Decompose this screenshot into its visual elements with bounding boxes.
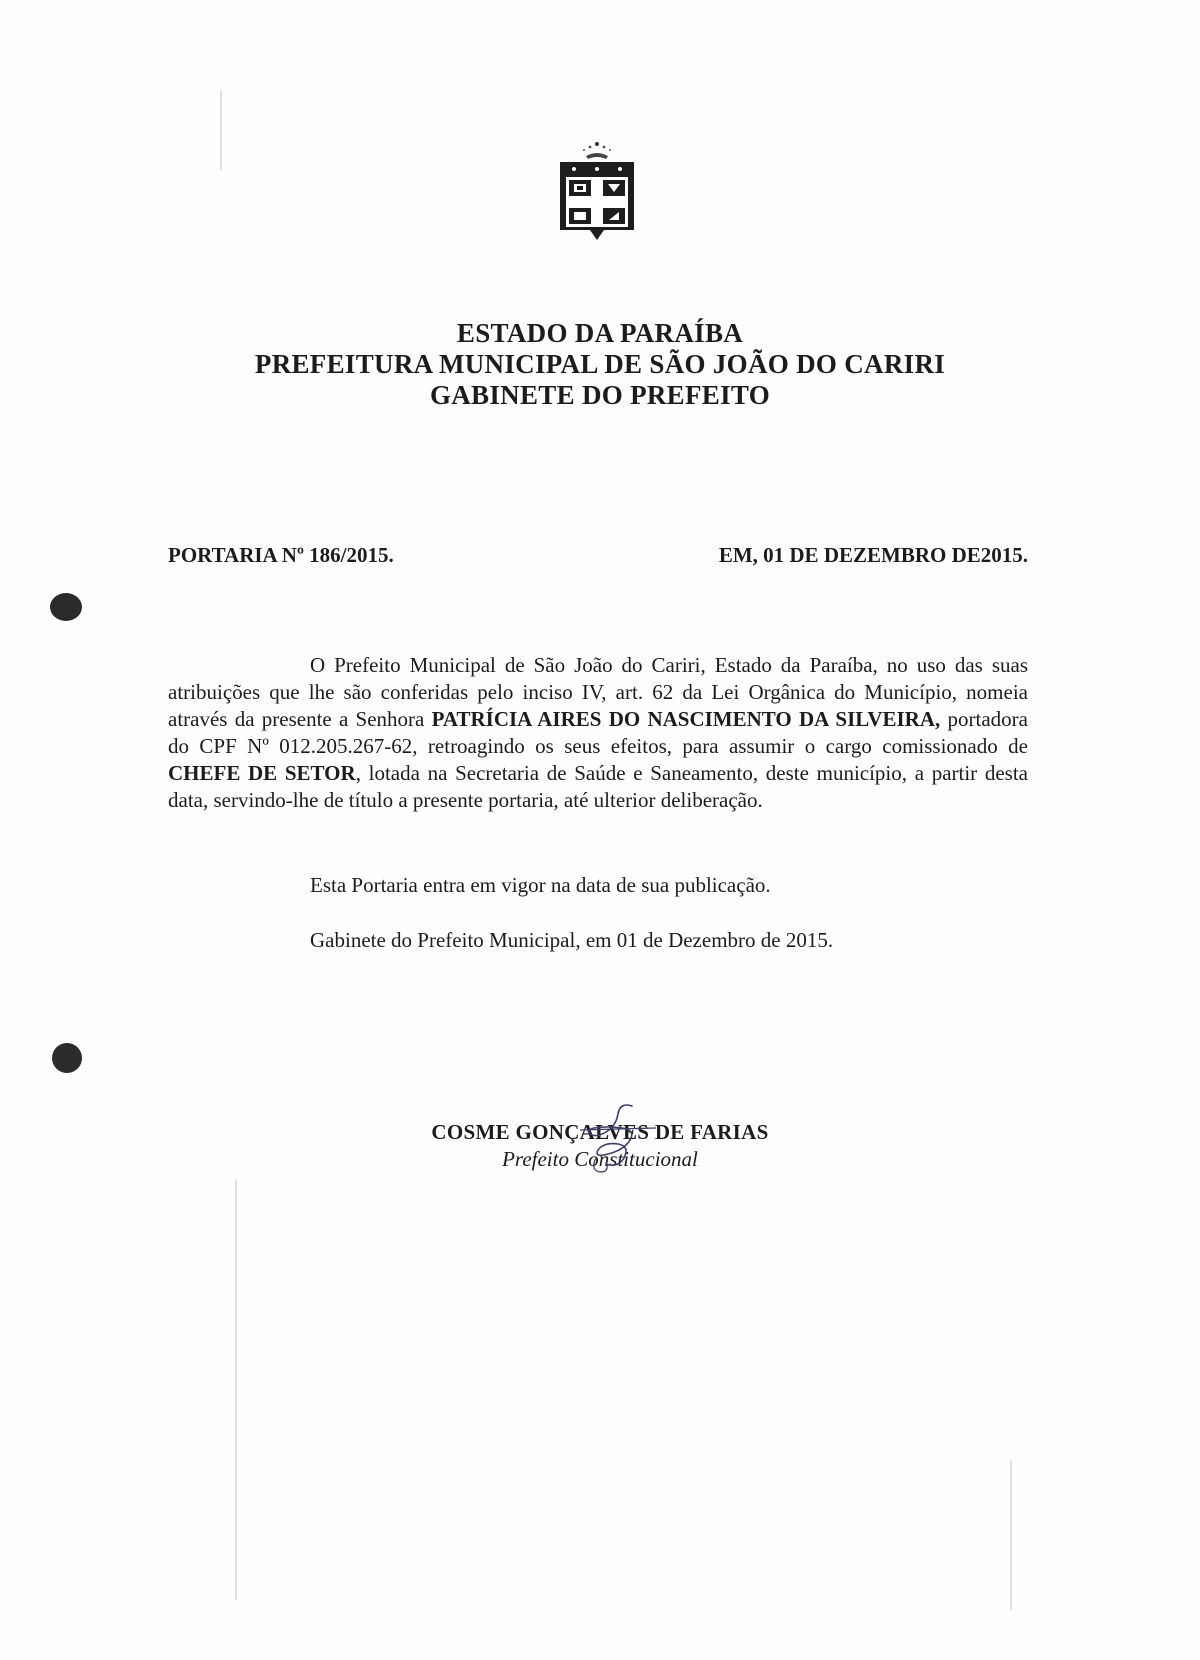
handwritten-signature [560,1098,670,1188]
header-state: ESTADO DA PARAÍBA [456,318,744,348]
scan-artifact [1010,1460,1012,1610]
header-municipality: PREFEITURA MUNICIPAL DE SÃO JOÃO DO CARIRI [254,349,946,379]
header-office: GABINETE DO PREFEITO [429,380,771,410]
body-paragraph-2: Esta Portaria entra em vigor na data de sua publicação. [310,873,771,897]
body-text-part-3: , lotada na Secretaria de Saúde e Saneamento, deste município, a partir desta data, servindo-lhe de título a presente portaria, até ulterior deliberação. [168,761,1028,812]
body-text-part-2: portadora do CPF Nº 012.205.267-62, retroagindo os seus efeitos, para assumir o cargo comissionado de [168,707,1028,758]
scan-artifact [235,1180,237,1600]
punch-hole-bottom [52,1043,82,1073]
appointee-name: PATRÍCIA AIRES DO NASCIMENTO DA SILVEIRA, [431,707,941,731]
body-paragraph-3: Gabinete do Prefeito Municipal, em 01 de Dezembro de 2015. [310,928,834,952]
appointed-role: CHEFE DE SETOR [168,761,356,785]
signatory-name: COSME GONÇALVES DE FARIAS [431,1120,769,1144]
punch-hole-top [50,593,82,621]
portaria-number: PORTARIA Nº 186/2015. [168,543,394,567]
body-text-part-1: O Prefeito Municipal de São João do Cariri, Estado da Paraíba, no uso das suas atribuições que lhe são conferidas pelo inciso IV, art. 62 da Lei Orgânica do Município, nomeia através da presente a Senhora [168,653,1028,731]
scan-artifact [220,90,222,170]
municipal-coat-of-arms-icon [552,138,642,253]
portaria-date: EM, 01 DE DEZEMBRO DE2015. [718,543,1028,567]
signatory-title: Prefeito Constitucional [502,1147,698,1171]
body-paragraph-1 [168,652,1028,814]
